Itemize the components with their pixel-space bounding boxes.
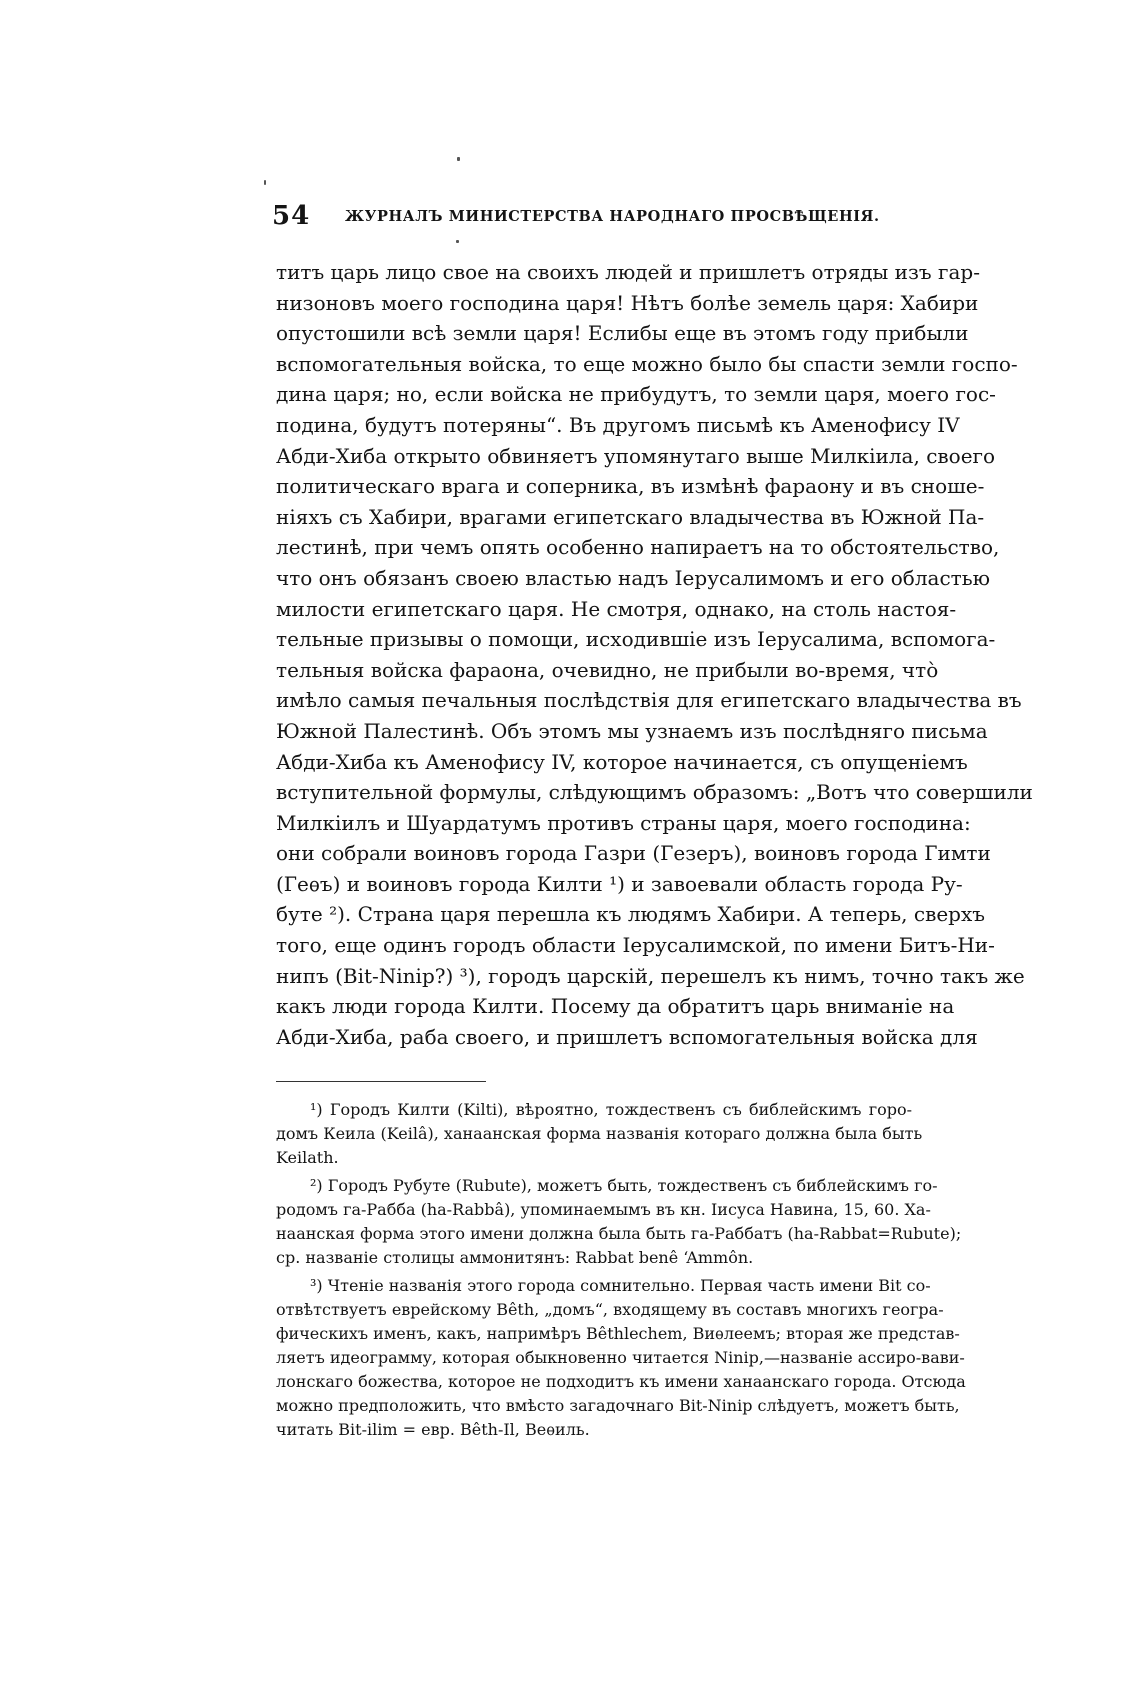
footnote-line: ¹) Городъ Килти (Kilti), вѣроятно, тождественъ съ библейскимъ горо- xyxy=(310,1100,912,1119)
text-line: вспомогательныя войска, то еще можно было бы спасти земли госпо- xyxy=(276,351,1018,376)
print-speck xyxy=(264,180,266,185)
footnote-line: ²) Городъ Рубуте (Rubute), можетъ быть, тождественъ съ библейскимъ го- xyxy=(310,1176,938,1195)
footnote-line: отвѣтствуетъ еврейскому Bêth, „домъ“, входящему въ составъ многихъ геогра- xyxy=(276,1300,944,1319)
footnote-line: Keilath. xyxy=(276,1148,339,1167)
text-line: подина, будутъ потеряны“. Въ другомъ письмѣ къ Аменофису IV xyxy=(276,412,960,437)
text-line: лестинѣ, при чемъ опять особенно напираетъ на то обстоятельство, xyxy=(276,535,1000,560)
text-line: того, еще одинъ городъ области Іерусалимской, по имени Битъ-Ни- xyxy=(276,933,995,958)
footnote-line: читать Bit-ilim = евр. Bêth-Il, Веѳиль. xyxy=(276,1420,590,1439)
page-header xyxy=(272,201,912,235)
text-line: какъ люди города Килти. Посему да обратитъ царь вниманіе на xyxy=(276,994,955,1019)
text-line: Абди-Хиба открыто обвиняетъ упомянутаго выше Милкіила, своего xyxy=(276,443,996,468)
footnote-line: родомъ га-Рабба (ha-Rabbâ), упоминаемымъ въ кн. Іисуса Навина, 15, 60. Ха- xyxy=(276,1200,931,1219)
text-line: титъ царь лицо свое на своихъ людей и пришлетъ отряды изъ гар- xyxy=(276,260,980,284)
text-line: Абди-Хиба къ Аменофису IV, которое начинается, съ опущеніемъ xyxy=(276,749,968,774)
text-line: они собрали воиновъ города Газри (Гезеръ), воиновъ города Гимти xyxy=(276,841,991,866)
text-line: что онъ обязанъ своею властью надъ Іерусалимомъ и его областью xyxy=(276,565,991,590)
text-line: ніяхъ съ Хабири, врагами египетскаго владычества въ Южной Па- xyxy=(276,504,985,529)
text-line: милости египетскаго царя. Не смотря, однако, на столь настоя- xyxy=(276,596,957,621)
print-speck xyxy=(457,157,460,161)
footnote-1 xyxy=(276,1098,923,1170)
footnote-line: лонскаго божества, которое не подходитъ къ имени ханаанскаго города. Отсюда xyxy=(276,1372,966,1391)
page-number: 54 xyxy=(272,201,311,231)
text-line: имѣло самыя печальныя послѣдствія для египетскаго владычества въ xyxy=(276,688,1022,713)
text-line: нипъ (Bit-Ninip?) ³), городъ царскій, перешелъ къ нимъ, точно такъ же xyxy=(276,963,1025,988)
footnote-line: фическихъ именъ, какъ, напримѣръ Bêthlechem, Виѳлеемъ; вторая же представ- xyxy=(276,1324,960,1343)
text-line: тельные призывы о помощи, исходившіе изъ Іерусалима, вспомога- xyxy=(276,627,996,652)
footnote-line: можно предположить, что вмѣсто загадочнаго Bit-Ninip слѣдуетъ, можетъ быть, xyxy=(276,1396,960,1415)
text-line: дина царя; но, если войска не прибудутъ, то земли царя, моего гос- xyxy=(276,382,996,407)
text-line: опустошили всѣ земли царя! Еслибы еще въ этомъ году прибыли xyxy=(276,321,969,346)
footnote-line: домъ Кеила (Keilâ), ханаанская форма названія котораго должна была быть xyxy=(276,1124,923,1143)
footnote-line: ср. названіе столицы аммонитянъ: Rabbat benê ʻAmmôn. xyxy=(276,1248,754,1267)
footnote-2 xyxy=(276,1174,962,1270)
footnote-line: ляетъ идеограмму, которая обыкновенно читается Ninip,—названіе ассиро-вави- xyxy=(276,1348,965,1367)
main-text xyxy=(276,257,1033,1052)
text-line: (Геѳъ) и воиновъ города Килти ¹) и завоевали область города Ру- xyxy=(276,871,963,896)
text-line: низоновъ моего господина царя! Нѣтъ болѣе земель царя: Хабири xyxy=(276,290,979,315)
footnotes xyxy=(276,1098,966,1446)
running-title: ЖУРНАЛЪ МИНИСТЕРСТВА НАРОДНАГО ПРОСВѢЩЕНІЯ. xyxy=(345,208,880,225)
text-line: вступительной формулы, слѣдующимъ образомъ: „Вотъ что совершили xyxy=(276,780,1033,805)
footnote-divider xyxy=(276,1081,486,1082)
text-line: политическаго врага и соперника, въ измѣнѣ фараону и въ сноше- xyxy=(276,474,985,499)
footnote-3 xyxy=(276,1274,966,1442)
text-line: Южной Палестинѣ. Объ этомъ мы узнаемъ изъ послѣдняго письма xyxy=(276,718,988,743)
text-line: Милкіилъ и Шуардатумъ противъ страны царя, моего господина: xyxy=(276,810,971,835)
footnote-line: наанская форма этого имени должна была быть га-Раббатъ (ha-Rabbat=Rubute); xyxy=(276,1224,962,1243)
print-speck xyxy=(456,240,459,243)
text-line: буте ²). Страна царя перешла къ людямъ Хабири. А теперь, сверхъ xyxy=(276,902,985,927)
text-line: тельныя войска фараона, очевидно, не прибыли во-время, что̀ xyxy=(276,657,939,682)
text-line: Абди-Хиба, раба своего, и пришлетъ вспомогательныя войска для xyxy=(276,1024,978,1049)
footnote-line: ³) Чтеніе названія этого города сомнительно. Первая часть имени Bit со- xyxy=(310,1276,931,1295)
